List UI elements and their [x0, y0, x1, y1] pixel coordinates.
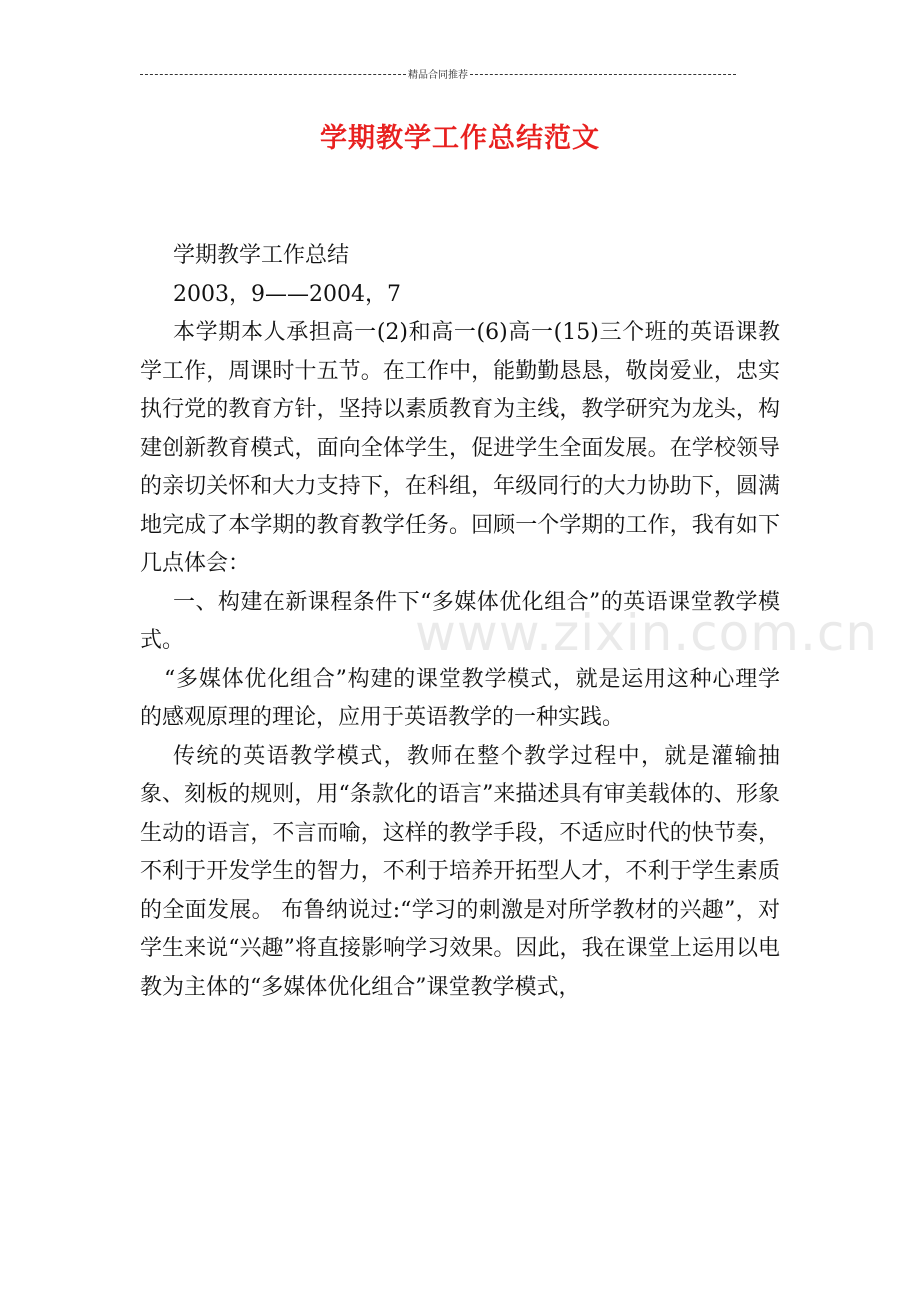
date-range: 2003，9——2004，7: [173, 281, 401, 307]
header-dash-left: [140, 74, 406, 75]
paragraph: 传统的英语教学模式，教师在整个教学过程中，就是灌输抽象、刻板的规则，用“条款化的语言”来描述具有审美载体的、形象生动的语言，不言而喻，这样的教学手段，不适应时代的快节奏，不利于开发学生的智力，不利于培养开拓型人才，不利于学生素质的全面发展。 布鲁纳说过:“学习的刺激是对所学教材的兴趣”，对学生来说“兴趣”将直接影响学习效果。因此，我在课堂上运用以电教为主体的“多媒体优化组合”课堂教学模式，: [140, 743, 780, 1000]
paragraph: “多媒体优化组合”构建的课堂教学模式，就是运用这种心理学的感观原理的理论，应用于英语教学的一种实践。: [140, 666, 780, 730]
header-dash-right: [470, 74, 736, 75]
watermark: www.zixin.com.cn: [415, 604, 879, 662]
page-header: [140, 66, 736, 81]
document-body: [140, 237, 780, 1007]
document-title: 学期教学工作总结范文: [320, 123, 600, 154]
section-heading: 一、构建在新课程条件下“多媒体优化组合”的英语课堂教学模式。: [140, 589, 780, 653]
paragraph: 本学期本人承担高一(2)和高一(6)高一(15)三个班的英语课教学工作，周课时十五节。在工作中，能勤勤恳恳，敬岗爱业，忠实执行党的教育方针，坚持以素质教育为主线，教学研究为龙头，构建创新教育模式，面向全体学生，促进学生全面发展。在学校领导的亲切关怀和大力支持下，在科组，年级同行的大力协助下，圆满地完成了本学期的教育教学任务。回顾一个学期的工作，我有如下几点体会：: [140, 320, 780, 576]
header-tag: 精品合同推荐: [408, 70, 468, 81]
document-subtitle: 学期教学工作总结: [173, 243, 350, 268]
